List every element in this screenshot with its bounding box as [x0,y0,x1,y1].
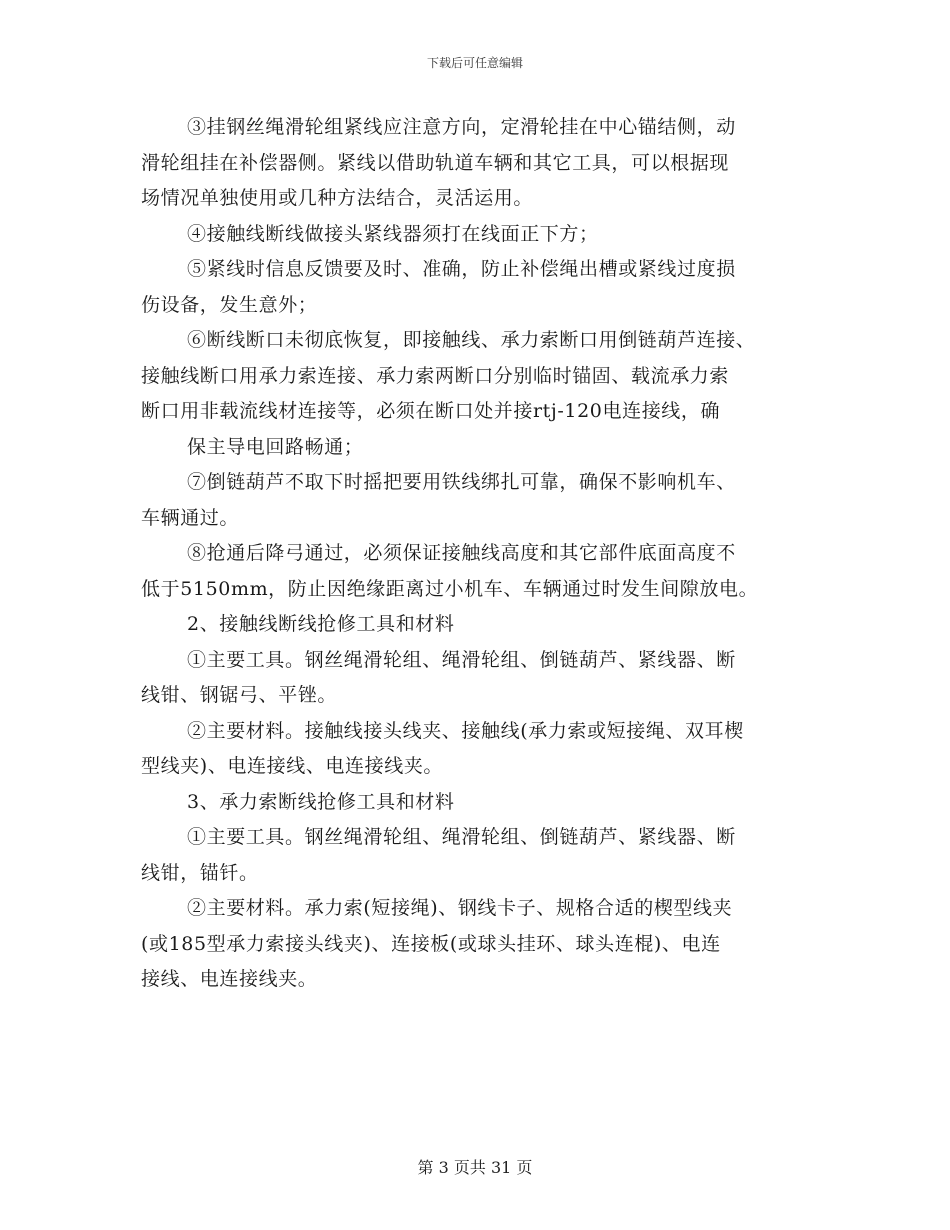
paragraph-step-3 [141,110,821,217]
text-line: ④接触线断线做接头紧线器须打在线面正下方； [187,222,599,245]
text-line: 伤设备，发生意外； [141,293,318,316]
paragraph-materials-contact-wire [141,714,821,785]
paragraph-step-4 [141,217,821,253]
text-line: ③挂钢丝绳滑轮组紧线应注意方向，定滑轮挂在中心锚结侧，动 [187,116,736,138]
text-line: ①主要工具。钢丝绳滑轮组、绳滑轮组、倒链葫芦、紧线器、断 [187,648,736,671]
text-line: 线钳、钢锯弓、平锉。 [141,684,338,706]
paragraph-tools-contact-wire [141,643,821,714]
paragraph-step-6 [141,323,821,465]
text-line: ①主要工具。钢丝绳滑轮组、绳滑轮组、倒链葫芦、紧线器、断 [187,826,736,848]
text-line: 车辆通过。 [141,506,240,529]
section-heading-contact-wire: 2、接触线断线抢修工具和材料 [187,613,455,635]
text-line: (或185型承力索接头线夹)、连接板(或球头挂环、球头连棍)、电连 [141,932,721,955]
text-line: ②主要材料。接触线接头线夹、接触线(承力索或短接绳、双耳楔 [187,719,744,742]
page-footer: 第 3 页共 31 页 [417,1158,533,1177]
text-line: 断口用非载流线材连接等，必须在断口处并接rtj-120电连接线，确 [141,400,721,422]
paragraph-step-5 [141,252,821,323]
text-line: 型线夹)、电连接线、电连接线夹。 [141,755,444,777]
text-line: 场情况单独使用或几种方法结合，灵活运用。 [141,187,534,209]
page-header: 下载后可任意编辑 [426,56,523,70]
paragraph-step-7 [141,465,821,536]
text-line: 接线、电连接线夹。 [141,968,318,990]
text-line: 低于5150mm，防止因绝缘距离过小机车、车辆通过时发生间隙放电。 [141,577,759,600]
section-heading-messenger-wire: 3、承力索断线抢修工具和材料 [187,790,455,813]
text-line: ⑥断线断口未彻底恢复，即接触线、承力索断口用倒链葫芦连接、 [187,329,756,351]
paragraph-tools-messenger-wire [141,820,821,891]
text-line: ②主要材料。承力索(短接绳)、钢线卡子、规格合适的楔型线夹 [187,897,733,919]
text-line: 接触线断口用承力索连接、承力索两断口分别临时锚固、载流承力索 [141,364,730,387]
text-line: 保主导电回路畅通； [187,435,364,458]
document-body [141,110,821,998]
text-line: 线钳，锚钎。 [141,861,259,884]
text-line: ⑦倒链葫芦不取下时摇把要用铁线绑扎可靠，确保不影响机车、 [187,471,736,493]
paragraph-step-8 [141,536,821,607]
text-line: ⑧抢通后降弓通过，必须保证接触线高度和其它部件底面高度不 [187,542,736,564]
paragraph-materials-messenger-wire [141,891,821,998]
text-line: 滑轮组挂在补偿器侧。紧线以借助轨道车辆和其它工具，可以根据现 [141,151,730,174]
text-line: ⑤紧线时信息反馈要及时、准确，防止补偿绳出槽或紧线过度损 [187,258,736,280]
